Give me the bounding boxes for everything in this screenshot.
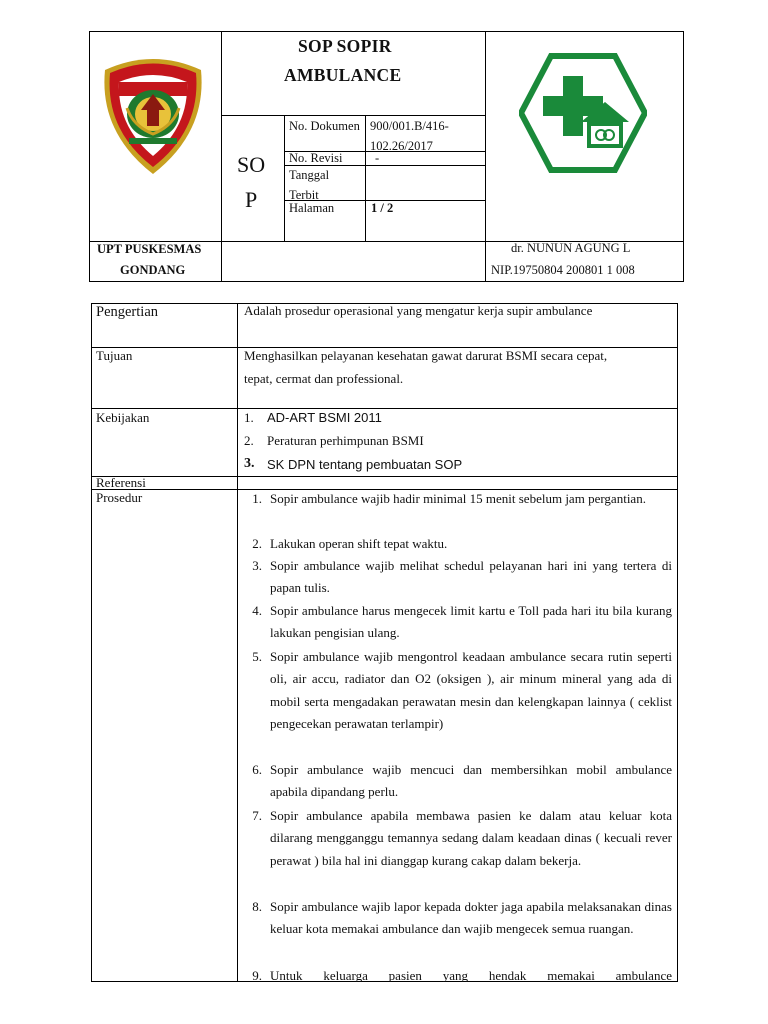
- header-divider: [485, 31, 486, 282]
- prosedur-item-number: 8.: [252, 899, 262, 914]
- prosedur-item-text: Sopir ambulance wajib melihat schedul pelayanan hari ini yang tertera di papan tulis.: [270, 558, 672, 596]
- org-name-line2: GONDANG: [120, 263, 186, 277]
- prosedur-item-number: 9.: [252, 968, 262, 982]
- prosedur-item-text: Sopir ambulance wajib hadir minimal 15 menit sebelum jam pergantian.: [270, 491, 646, 506]
- prosedur-item: [242, 965, 674, 982]
- body-divider: [91, 408, 678, 409]
- prosedur-item-number: 5.: [252, 649, 262, 664]
- header-divider: [365, 115, 366, 241]
- prosedur-item: [242, 600, 674, 646]
- prosedur-item-number: 3.: [252, 558, 262, 573]
- prosedur-item: [242, 759, 674, 805]
- org-name-line1: UPT PUSKESMAS: [97, 242, 202, 256]
- meta-value-halaman: 1 / 2: [371, 201, 394, 215]
- prosedur-item-number: 6.: [252, 762, 262, 777]
- prosedur-item: [242, 805, 674, 897]
- kebijakan-item-number: 2.: [244, 433, 254, 448]
- meta-label-tanggal: Tanggal Terbit: [289, 168, 330, 202]
- prosedur-item: [242, 896, 674, 965]
- meta-label-norevisi: No. Revisi: [289, 151, 343, 165]
- prosedur-item: [242, 533, 674, 556]
- signer-name: dr. NUNUN AGUNG L: [511, 241, 631, 255]
- tujuan-text-line1: Menghasilkan pelayanan kesehatan gawat darurat BSMI secara cepat,: [244, 348, 608, 363]
- meta-label-nodokumen: No. Dokumen: [289, 119, 360, 133]
- body-divider: [91, 476, 678, 477]
- tujuan-text-line2: tepat, cermat dan professional.: [244, 371, 404, 386]
- tujuan-label: Tujuan: [96, 348, 133, 363]
- meta-value-norevisi: -: [375, 151, 380, 165]
- kebijakan-label: Kebijakan: [96, 410, 150, 425]
- prosedur-item-number: 7.: [252, 808, 262, 823]
- prosedur-item-text: Sopir ambulance wajib lapor kepada dokter jaga apabila melaksanakan dinas keluar kota memakai ambulance dan wajib mengecek semua ruangan.: [270, 899, 672, 937]
- meta-value-nodokumen: 900/001.B/416-102.26/2017: [370, 119, 449, 153]
- prosedur-item-text: Sopir ambulance wajib mengontrol keadaan ambulance secara rutin seperti oli, air accu, radiator dan O2 (oksigen ), air minum mineral yang ada di mobil serta mengadakan perawatan mesin dan kelengkapan lainnya ( ceklist pengecekan perawatan terlampir): [270, 649, 672, 732]
- meta-label-halaman: Halaman: [289, 201, 335, 215]
- sop-label-line2: P: [245, 187, 258, 212]
- sop-label-line1: SO: [237, 152, 266, 177]
- regency-crest-logo: [97, 52, 209, 178]
- prosedur-item-text: Sopir ambulance wajib mencuci dan membersihkan mobil ambulance apabila dipandang perlu.: [270, 762, 672, 800]
- prosedur-item-number: 2.: [252, 536, 262, 551]
- prosedur-item-text: Untuk keluarga pasien yang hendak memakai ambulance: [270, 968, 672, 982]
- puskesmas-cross-logo: [519, 52, 647, 174]
- kebijakan-item-number: 3.: [244, 456, 255, 471]
- pengertian-label: Pengertian: [96, 304, 159, 320]
- kebijakan-item-text: Peraturan perhimpunan BSMI: [267, 433, 424, 448]
- prosedur-item-text: Sopir ambulance apabila membawa pasien ke dalam atau keluar kota dilarang mengganggu temannya sedang dalam keadaan dinas ( kecuali rever perawat ) bila hal ini dianggap kurang cakap dalam bekerja.: [270, 808, 672, 868]
- header-divider: [284, 115, 285, 241]
- prosedur-item-number: 4.: [252, 603, 262, 618]
- referensi-label: Referensi: [96, 475, 146, 490]
- prosedur-item-number: 1.: [252, 491, 262, 506]
- prosedur-item: [242, 488, 674, 534]
- signer-nip: NIP.19750804 200801 1 008: [491, 263, 635, 277]
- kebijakan-item-number: 1.: [244, 410, 254, 425]
- pengertian-text: Adalah prosedur operasional yang mengatur kerja supir ambulance: [244, 303, 593, 318]
- document-title-line2: AMBULANCE: [284, 65, 402, 85]
- prosedur-label: Prosedur: [96, 490, 143, 505]
- kebijakan-item-text: SK DPN tentang pembuatan SOP: [267, 457, 463, 472]
- document-title-line1: SOP SOPIR: [298, 36, 392, 56]
- header-divider: [221, 31, 222, 282]
- body-divider: [237, 303, 238, 982]
- prosedur-item-text: Sopir ambulance harus mengecek limit kartu e Toll pada hari itu bila kurang lakukan pengisian ulang.: [270, 603, 672, 641]
- kebijakan-item-text: AD-ART BSMI 2011: [267, 410, 382, 425]
- prosedur-item: [242, 646, 674, 761]
- prosedur-item-text: Lakukan operan shift tepat waktu.: [270, 536, 448, 551]
- prosedur-item: [242, 555, 674, 601]
